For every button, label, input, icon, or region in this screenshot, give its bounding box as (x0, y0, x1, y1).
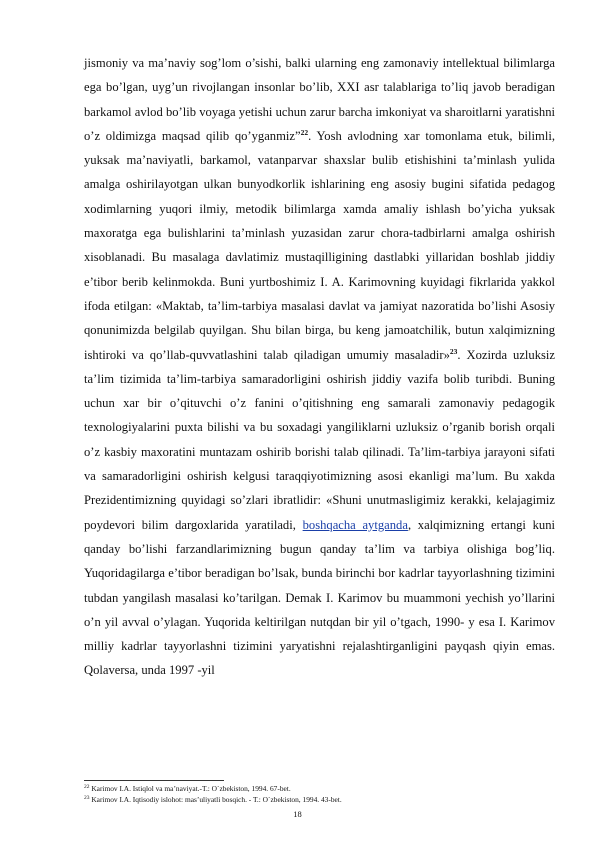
body-paragraph (84, 51, 555, 683)
footnote-number: 23 (84, 795, 90, 801)
hyperlink-boshqacha-aytganda[interactable]: boshqacha aytganda (302, 517, 408, 532)
body-text-part-1: jismoniy va ma’naviy sog’lom o’sishi, balki ularning eng zamonaviy intellektual bilimlarga ega bo’lgan, uyg’un rivojlangan insonlar bo’lib, XXI asr talablariga to’liq javob beradigan barkamol avlod bo’lib voyaga yetishi uchun zarur barcha imkoniyat va sharoitlarni yaratishni o’z oldimizga maqsad qilib qo’yganmiz” (84, 56, 555, 143)
footnotes (84, 783, 555, 805)
body-text-part-3: . Xozirda uzluksiz ta’lim tizimida ta’lim-tarbiya samaradorligini oshirish jiddiy vazifa bolib turibdi. Buning uchun xar bir o’qituvchi o’z fanini o’qitishning eng samarali zamonaviy pedagogik texnologiyalarini puxta bilishi va bu soxadagi yangiliklarni uzluksiz o’rganib borish orqali o’z kasbiy maxoratini muntazam oshirib borishi talab qilinadi. Ta’lim-tarbiya jarayoni sifati va samaradorligini oshirish kelgusi taraqqiyotimizning asosi ekanligi ma’lum. Bu xakda Prezidentimizning quyidagi so’zlari ibratlidir: «Shuni unutmasligimiz kerakki, kelajagimiz poydevori bilim dargoxlarida yaratiladi, (84, 347, 555, 532)
footnote-23 (84, 794, 555, 805)
body-text-part-2: . Yosh avlodning xar tomonlama etuk, bilimli, yuksak ma’naviyatli, barkamol, vatanparvar shaxslar bulib etishishini ta’minlash yulida amalga oshirilayotgan ulkan bunyodkorlik ishlarining eng asosiy bugini sifatida pedagog xodimlarning yuqori ilmiy, metodik bilimlarga xamda amaliy ishlash bo’yicha yuksak maxoratga ega bulishlarini ta’minlash yuzasidan zarur chora-tadbirlarni amalga oshirish xisoblanadi. Bu masalaga davlatimiz mustaqilligining dastlabki yillaridan boshlab jiddiy e’tibor berib kelinmokda. Buni yurtboshimiz I. A. Karimovning kuyidagi fikrlarida yakkol ifoda etilgan: «Maktab, ta’lim-tarbiya masalasi davlat va jamiyat nazoratida bo’lishi Asosiy qonunimizda belgilab quyilgan. Shu bilan birga, bu keng jamoatchilik, butun xalqimizning ishtiroki va qo’llab-quvvatlashini talab qiladigan umumiy masaladir» (84, 128, 556, 362)
body-text-part-4: , xalqimizning ertangi kuni qanday bo’lishi farzandlarimizning bugun qanday ta’lim va tarbiya olishiga bog’liq. Yuqoridagilarga e’tibor beradigan bo’lsak, bunda birinchi bor kadrlar tayyorlashning tizimini tubdan yangilash masalasi ko’tarilgan. Demak I. Karimov bu muammoni yechish yo’llarini o’n yil avval o’ylagan. Yuqorida keltirilgan nutqdan bir yil o’tgach, 1990- y esa I. Karimov milliy kadrlar tayyorlashni tizimini yaryatishni rejalashtirganligini payqash qiyin emas. Qolaversa, unda 1997 -yil (84, 517, 556, 678)
footnote-ref-22[interactable]: 22 (300, 127, 309, 137)
page-number: 18 (293, 809, 302, 819)
footnote-text: Karimov I.A. Istiqlol va ma’naviyat.-T.: O`zbekiston, 1994. 67-bet. (89, 784, 291, 793)
footnote-text: Karimov I.A. Iqtisodiy islohot: mas’uliyatli bosqich. - T.: O`zbekiston, 1994. 43-bet. (89, 795, 342, 804)
footnote-22 (84, 783, 555, 794)
footnote-ref-23[interactable]: 23 (449, 346, 458, 356)
footnote-number: 22 (84, 784, 90, 790)
footnote-separator (84, 780, 224, 781)
